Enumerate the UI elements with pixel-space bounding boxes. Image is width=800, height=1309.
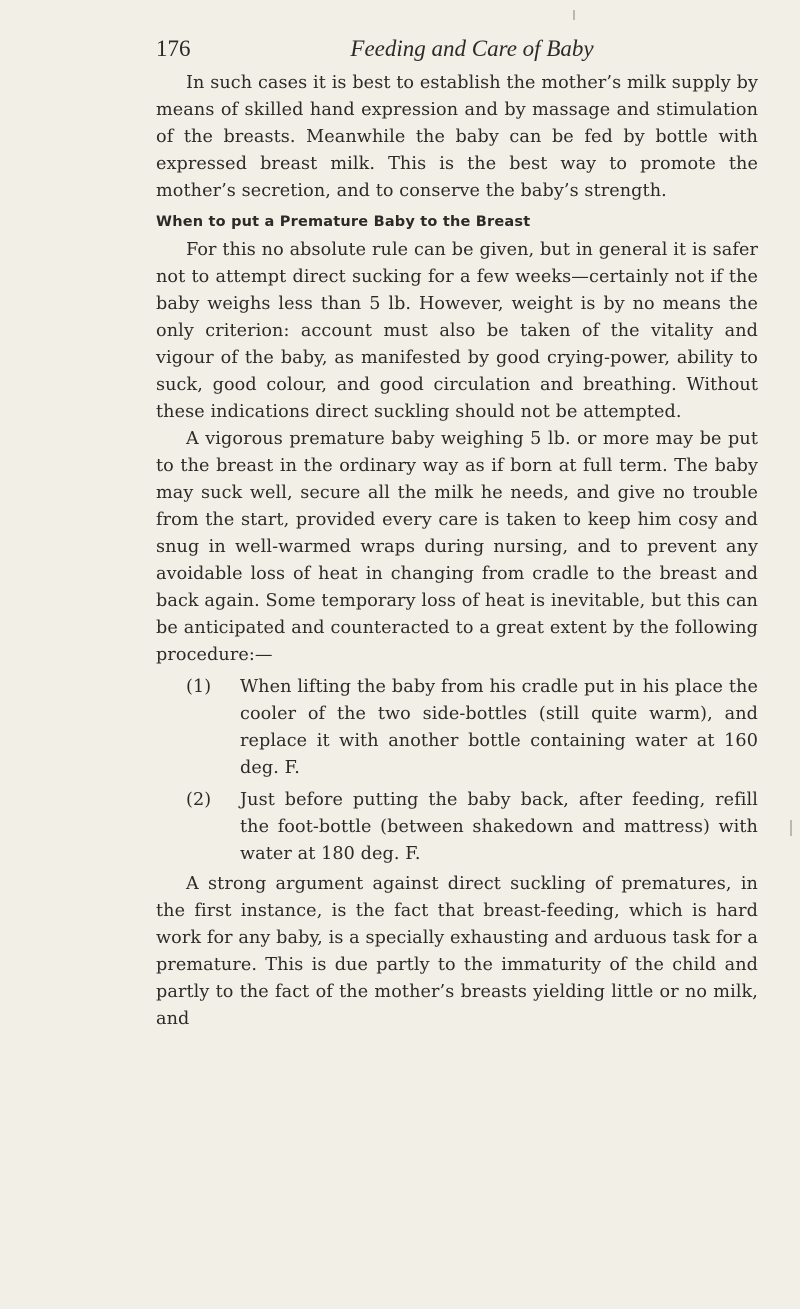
page-body (156, 70, 758, 1033)
section-heading: When to put a Premature Baby to the Breast (156, 214, 531, 230)
list-item-text: Just before putting the baby back, after feeding, refill the foot-bottle (between shakedown and mattress) with water at 180 deg. F. (240, 790, 758, 864)
scan-speck (790, 820, 792, 836)
paragraph-criteria: For this no absolute rule can be given, but in general it is safer not to attempt direct sucking for a few weeks—certainly not if the baby weighs less than 5 lb. However, weight is by no means the only criterion: account must also be taken of the vitality and vigour of the baby, as manifested by good crying-power, ability to suck, good colour, and good circulation and breathing. Without these indications direct suckling should not be attempted. (156, 240, 758, 422)
scan-speck (573, 10, 575, 20)
list-item-text: When lifting the baby from his cradle put in his place the cooler of the two side-bottles (still quite warm), and replace it with another bottle containing water at 160 deg. F. (240, 677, 758, 778)
page-number: 176 (156, 36, 191, 61)
list-item-2 (156, 787, 758, 868)
list-item-1 (156, 674, 758, 782)
list-item-number: (2) (186, 790, 212, 810)
running-title: Feeding and Care of Baby (350, 36, 594, 61)
list-item-number: (1) (186, 677, 212, 697)
page-header (156, 36, 758, 66)
paragraph-procedure: A vigorous premature baby weighing 5 lb. or more may be put to the breast in the ordinary way as if born at full term. The baby may suck well, secure all the milk he needs, and give no trouble from the start, provided every care is taken to keep him cosy and snug in well-warmed wraps during nursing, and to prevent any avoidable loss of heat in changing from cradle to the breast and back again. Some temporary loss of heat is inevitable, but this can be anticipated and counteracted to a great extent by the following procedure:— (156, 429, 758, 665)
paragraph-argument: A strong argument against direct suckling of prematures, in the first instance, is the fact that breast-feeding, which is hard work for any baby, is a specially exhausting and arduous task for a premature. This is due partly to the immaturity of the child and partly to the fact of the mother’s breasts yielding little or no milk, and (156, 874, 758, 1029)
intro-paragraph: In such cases it is best to establish the mother’s milk supply by means of skilled hand expression and by massage and stimulation of the breasts. Meanwhile the baby can be fed by bottle with expressed breast milk. This is the best way to promote the mother’s secretion, and to conserve the baby’s strength. (156, 73, 758, 201)
